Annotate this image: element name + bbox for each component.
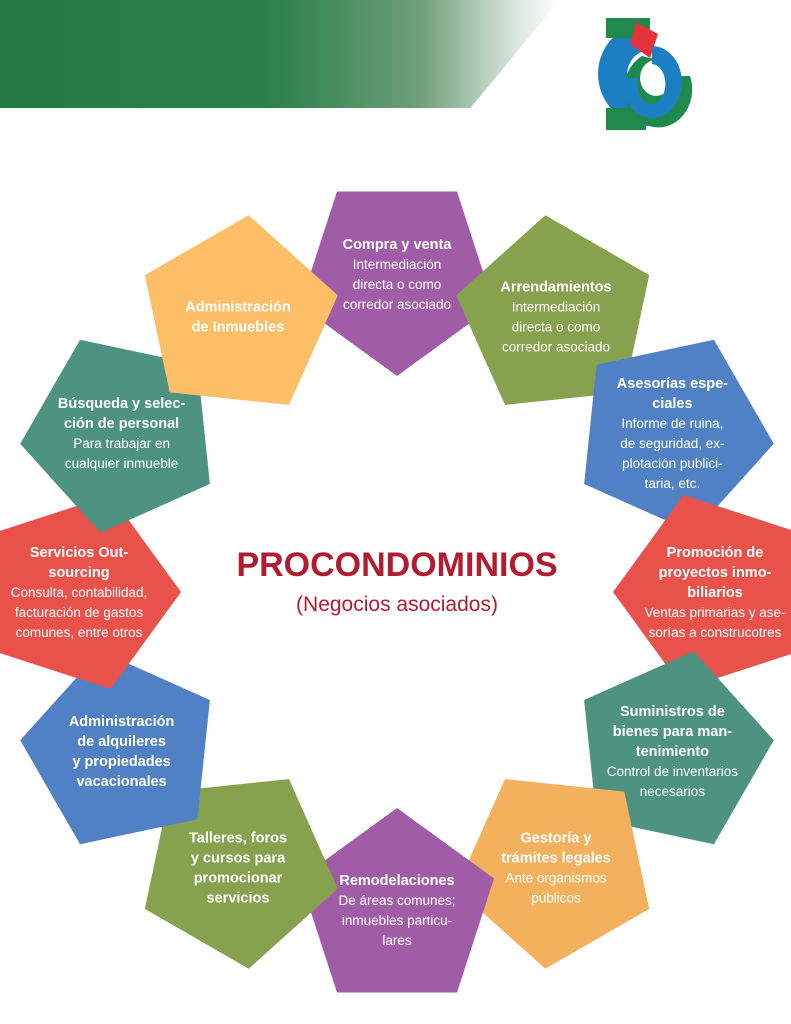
- service-gestoria-title: trámites legales: [501, 850, 611, 867]
- service-promocion-text: sorías a construcotres: [648, 625, 782, 640]
- center-label: [236, 546, 557, 616]
- service-promocion-title: biliarios: [687, 585, 743, 601]
- service-alquileres-title: Administración: [68, 714, 175, 730]
- service-asesorias-title: Asesorías espe-: [616, 376, 729, 392]
- service-gestoria-title: Gestoría y: [520, 830, 592, 847]
- service-gestoria-text: Ante organismos: [505, 870, 607, 886]
- service-remodelaciones: [300, 808, 494, 993]
- service-admin-inmuebles-title: de Inmuebles: [191, 319, 285, 336]
- service-admin-inmuebles-title: Administración: [185, 299, 291, 316]
- service-suministros-title: tenimiento: [635, 744, 710, 760]
- service-outsourcing-text: facturación de gastos: [14, 605, 144, 620]
- service-asesorias-text: taria, etc.: [644, 476, 701, 491]
- service-talleres-title: Talleres, foros: [188, 830, 288, 847]
- service-talleres-title: promocionar: [193, 870, 283, 887]
- service-outsourcing-title: sourcing: [48, 565, 110, 581]
- service-suministros-text: Control de inventarios: [606, 764, 739, 779]
- service-admin-inmuebles: [145, 215, 338, 405]
- service-arrendamientos-title: Arrendamientos: [500, 279, 612, 296]
- service-remodelaciones-text: De áreas comunes;: [338, 893, 456, 908]
- service-gestoria-text: públicos: [531, 890, 581, 906]
- service-remodelaciones-title: Remodelaciones: [339, 873, 455, 889]
- service-asesorias-title: ciales: [652, 396, 693, 412]
- service-suministros-title: bienes para man-: [612, 724, 733, 740]
- center-title: PROCONDOMINIOS: [236, 546, 558, 584]
- service-outsourcing-text: Consulta, contabilidad,: [10, 585, 148, 600]
- service-asesorias-text: Informe de ruina,: [621, 416, 724, 431]
- service-remodelaciones-text: lares: [382, 933, 412, 948]
- service-alquileres-title: vacacionales: [76, 774, 167, 790]
- service-asesorias-text: de seguridad, ex-: [620, 436, 725, 451]
- service-suministros-title: Suministros de: [620, 704, 725, 720]
- service-busqueda-text: Para trabajar en: [73, 436, 171, 451]
- service-outsourcing-text: comunes, entre otros: [15, 625, 143, 640]
- service-compra-venta: [300, 192, 494, 377]
- service-outsourcing: [0, 495, 181, 689]
- service-busqueda-title: Búsqueda y selec-: [57, 396, 186, 412]
- service-compra-venta-text: corredor asociado: [342, 297, 452, 312]
- service-alquileres-title: de alquileres: [77, 734, 166, 750]
- service-talleres-title: servicios: [206, 890, 270, 907]
- service-alquileres-title: y propiedades: [72, 754, 171, 770]
- service-promocion-title: proyectos inmo-: [658, 565, 772, 581]
- service-remodelaciones-text: inmuebles particu-: [341, 913, 453, 928]
- service-promocion-text: Ventas primarias y ase-: [644, 605, 786, 620]
- service-asesorias-text: plotación publici-: [622, 456, 723, 471]
- center-subtitle: (Negocios asociados): [296, 593, 498, 616]
- service-arrendamientos-text: Intermediación: [511, 299, 601, 315]
- service-promocion: [613, 495, 791, 689]
- service-outsourcing-title: Servicios Out-: [29, 545, 129, 561]
- service-suministros-text: necesarios: [639, 784, 706, 799]
- service-compra-venta-text: directa o como: [352, 277, 442, 292]
- service-compra-venta-text: Intermediación: [352, 257, 442, 272]
- service-busqueda-title: ción de personal: [63, 416, 180, 432]
- service-compra-venta-title: Compra y venta: [342, 237, 452, 253]
- service-talleres-title: y cursos para: [190, 850, 286, 867]
- service-arrendamientos-text: corredor asociado: [501, 339, 611, 355]
- service-arrendamientos-text: directa o como: [511, 319, 601, 335]
- service-busqueda-text: cualquier inmueble: [64, 456, 179, 471]
- service-promocion-title: Promoción de: [666, 545, 764, 561]
